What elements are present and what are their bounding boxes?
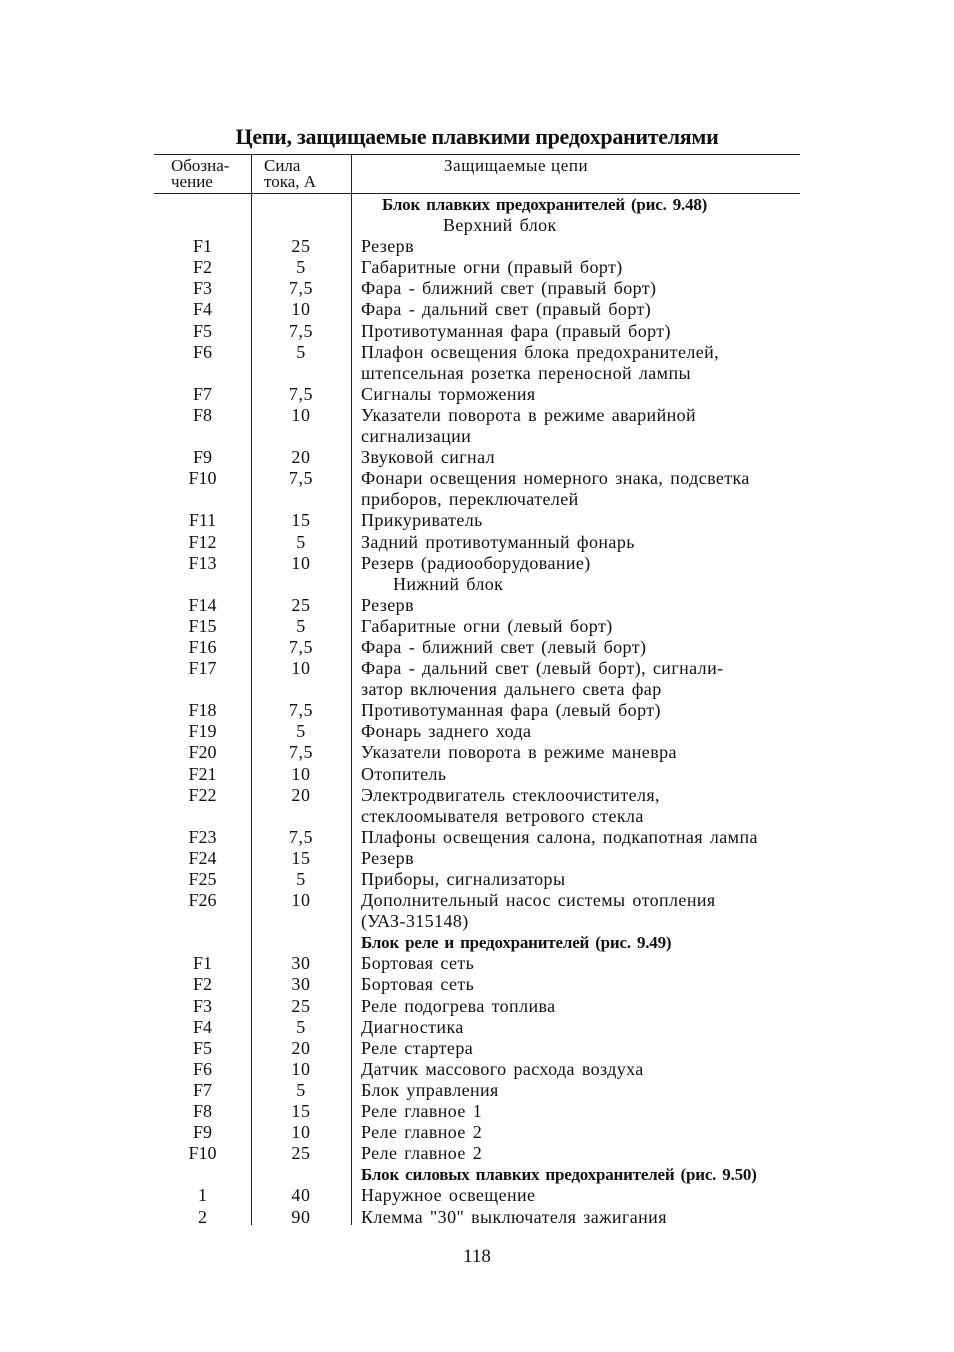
fuse-current: 15 bbox=[291, 847, 311, 868]
fuse-current: 90 bbox=[291, 1206, 311, 1227]
fuse-circuit: Противотуманная фара (левый борт) bbox=[361, 700, 661, 721]
fuse-id: F3 bbox=[192, 278, 212, 299]
fuse-id: 2 bbox=[198, 1206, 207, 1227]
fuse-circuit: Электродвигатель стеклоочистителя, bbox=[361, 784, 660, 805]
fuse-id: F25 bbox=[188, 869, 217, 889]
fuse-id: F12 bbox=[188, 531, 217, 552]
fuse-circuit: сигнализации bbox=[361, 426, 472, 447]
fuse-id: F13 bbox=[188, 552, 217, 573]
table-header bbox=[154, 155, 800, 194]
table-row bbox=[154, 321, 800, 342]
fuse-circuit: Фонарь заднего хода bbox=[361, 721, 532, 742]
table-row bbox=[154, 1080, 800, 1101]
fuse-current: 10 bbox=[291, 552, 311, 573]
header-current: Сила тока, А bbox=[264, 156, 317, 191]
fuse-id: F5 bbox=[192, 1037, 212, 1058]
fuse-current: 10 bbox=[291, 658, 311, 679]
fuse-circuit: Дополнительный насос системы отопления bbox=[361, 890, 716, 911]
fuse-id: F1 bbox=[192, 236, 212, 257]
fuse-circuit: Указатели поворота в режиме маневра bbox=[361, 742, 677, 763]
fuse-current: 20 bbox=[291, 447, 311, 468]
fuse-id: F4 bbox=[192, 299, 212, 320]
fuse-id: F5 bbox=[192, 320, 212, 341]
table-row bbox=[154, 827, 800, 848]
fuse-id: F15 bbox=[188, 615, 217, 636]
table-row bbox=[154, 299, 800, 320]
table-body bbox=[154, 194, 800, 1228]
header-circuits: Защищаемые цепи bbox=[444, 156, 589, 175]
table-row bbox=[154, 764, 800, 785]
fuse-circuit: Прикуриватель bbox=[361, 510, 483, 531]
fuse-current: 15 bbox=[291, 510, 311, 531]
table-row bbox=[154, 700, 800, 721]
fuse-current: 7,5 bbox=[288, 742, 314, 763]
table-row bbox=[154, 658, 800, 679]
table-row bbox=[154, 1207, 800, 1228]
fuse-current: 7,5 bbox=[288, 700, 314, 721]
table-row bbox=[154, 806, 800, 827]
fuse-current: 25 bbox=[291, 236, 311, 257]
table-row bbox=[154, 721, 800, 742]
table-row bbox=[154, 384, 800, 405]
fuse-circuit: Приборы, сигнализаторы bbox=[361, 869, 566, 889]
fuse-current: 10 bbox=[291, 1058, 311, 1079]
fuse-id: F6 bbox=[192, 1058, 212, 1079]
fuse-current: 7,5 bbox=[288, 278, 314, 299]
fuse-circuit: Отопитель bbox=[361, 763, 447, 784]
fuse-current: 10 bbox=[291, 763, 311, 784]
fuse-circuit: Плафон освещения блока предохранителей, bbox=[361, 341, 720, 362]
fuse-circuit: Реле главное 2 bbox=[361, 1143, 483, 1164]
fuse-id: F7 bbox=[192, 383, 212, 404]
table-row bbox=[154, 342, 800, 363]
table-row bbox=[154, 426, 800, 447]
table-row bbox=[154, 679, 800, 700]
fuse-current: 40 bbox=[291, 1185, 311, 1206]
fuse-id: F7 bbox=[192, 1079, 212, 1100]
table-row bbox=[154, 1017, 800, 1038]
fuse-current: 30 bbox=[291, 974, 311, 995]
fuse-circuit: Габаритные огни (левый борт) bbox=[361, 615, 613, 636]
fuse-current: 20 bbox=[291, 784, 311, 805]
fuse-current: 30 bbox=[291, 953, 311, 974]
fuse-circuit: (УАЗ-315148) bbox=[361, 911, 469, 932]
fuse-current: 7,5 bbox=[288, 383, 314, 404]
fuse-id: F2 bbox=[192, 257, 212, 278]
fuse-circuit: Диагностика bbox=[361, 1016, 464, 1037]
fuse-id: F1 bbox=[192, 953, 212, 974]
fuse-id: F19 bbox=[188, 721, 217, 742]
fuse-circuit: Габаритные огни (правый борт) bbox=[361, 257, 623, 278]
fuse-circuit: штепсельная розетка переносной лампы bbox=[361, 362, 692, 383]
fuse-circuit: Нижний блок bbox=[393, 573, 504, 594]
fuse-circuit: Противотуманная фара (правый борт) bbox=[361, 320, 671, 341]
fuse-current: 5 bbox=[296, 531, 306, 552]
fuse-circuit: Реле стартера bbox=[361, 1037, 474, 1058]
fuse-circuit: Блок силовых плавких предохранителей (рис. 9.50) bbox=[361, 1165, 757, 1185]
table-row bbox=[154, 236, 800, 257]
fuse-id: F26 bbox=[188, 890, 217, 911]
table-row bbox=[154, 278, 800, 299]
fuse-id: F2 bbox=[192, 974, 212, 995]
fuse-current: 5 bbox=[296, 1016, 306, 1037]
fuse-current: 5 bbox=[296, 869, 306, 889]
fuse-table bbox=[154, 154, 800, 1225]
table-row bbox=[154, 447, 800, 468]
table-row bbox=[154, 911, 800, 932]
fuse-id: F20 bbox=[188, 742, 217, 763]
fuse-current: 5 bbox=[296, 257, 306, 278]
fuse-circuit: приборов, переключателей bbox=[361, 489, 579, 510]
table-row bbox=[154, 616, 800, 637]
fuse-circuit: Блок реле и предохранителей (рис. 9.49) bbox=[361, 933, 672, 953]
fuse-circuit: Фара - ближний свет (правый борт) bbox=[361, 278, 657, 299]
fuse-current: 10 bbox=[291, 890, 311, 911]
fuse-circuit: Резерв bbox=[361, 594, 414, 615]
table-row bbox=[154, 1122, 800, 1143]
fuse-id: F10 bbox=[188, 468, 217, 489]
table-row bbox=[154, 1038, 800, 1059]
table-row bbox=[154, 1059, 800, 1080]
fuse-current: 5 bbox=[296, 721, 306, 742]
fuse-current: 10 bbox=[291, 299, 311, 320]
fuse-current: 7,5 bbox=[288, 826, 314, 847]
table-row bbox=[154, 1185, 800, 1206]
table-row bbox=[154, 468, 800, 489]
fuse-circuit: Резерв bbox=[361, 236, 414, 257]
fuse-circuit: Бортовая сеть bbox=[361, 953, 475, 974]
fuse-id: F17 bbox=[188, 658, 217, 679]
fuse-id: F8 bbox=[192, 1101, 212, 1122]
fuse-circuit: Фара - ближний свет (левый борт) bbox=[361, 636, 647, 657]
table-row bbox=[154, 489, 800, 510]
fuse-current: 7,5 bbox=[288, 468, 314, 489]
fuse-current: 5 bbox=[296, 341, 306, 362]
table-row bbox=[154, 553, 800, 574]
fuse-circuit: Фонари освещения номерного знака, подсветка bbox=[361, 468, 750, 489]
fuse-current: 25 bbox=[291, 995, 311, 1016]
fuse-circuit: Резерв bbox=[361, 847, 414, 868]
table-row bbox=[154, 363, 800, 384]
fuse-id: F14 bbox=[188, 594, 217, 615]
fuse-circuit: Клемма "30" выключателя зажигания bbox=[361, 1206, 667, 1227]
fuse-id: F22 bbox=[188, 784, 217, 805]
table-row bbox=[154, 510, 800, 531]
fuse-id: F24 bbox=[188, 847, 217, 868]
page-number: 118 bbox=[463, 1246, 491, 1267]
table-row bbox=[154, 869, 800, 890]
fuse-id: F11 bbox=[188, 510, 217, 531]
table-row bbox=[154, 595, 800, 616]
table-row bbox=[154, 890, 800, 911]
fuse-id: F18 bbox=[188, 700, 217, 721]
fuse-id: F8 bbox=[192, 404, 212, 425]
table-row bbox=[154, 953, 800, 974]
fuse-id: F16 bbox=[188, 636, 217, 657]
fuse-current: 5 bbox=[296, 1079, 306, 1100]
fuse-circuit: Верхний блок bbox=[443, 215, 557, 236]
fuse-current: 7,5 bbox=[288, 636, 314, 657]
table-row bbox=[154, 785, 800, 806]
table-row bbox=[154, 848, 800, 869]
table-row bbox=[154, 637, 800, 658]
table-row bbox=[154, 1101, 800, 1122]
fuse-circuit: Блок плавких предохранителей (рис. 9.48) bbox=[382, 195, 708, 214]
header-designation: Обозна- чение bbox=[171, 156, 230, 191]
fuse-id: F23 bbox=[188, 826, 217, 847]
table-row bbox=[154, 532, 800, 553]
fuse-circuit: Звуковой сигнал bbox=[361, 447, 496, 468]
fuse-circuit: Сигналы торможения bbox=[361, 383, 536, 404]
fuse-current: 25 bbox=[291, 594, 311, 615]
page-title: Цепи, защищаемые плавкими предохранителями bbox=[235, 124, 719, 149]
fuse-circuit: затор включения дальнего света фар bbox=[361, 679, 662, 700]
table-row bbox=[154, 996, 800, 1017]
table-row bbox=[154, 974, 800, 995]
fuse-id: F10 bbox=[188, 1143, 217, 1164]
fuse-circuit: Плафоны освещения салона, подкапотная лампа bbox=[361, 826, 758, 847]
fuse-id: F3 bbox=[192, 995, 212, 1016]
fuse-current: 10 bbox=[291, 1122, 311, 1143]
fuse-circuit: Наружное освещение bbox=[361, 1185, 536, 1206]
fuse-circuit: Указатели поворота в режиме аварийной bbox=[361, 404, 697, 425]
fuse-circuit: Задний противотуманный фонарь bbox=[361, 531, 635, 552]
fuse-id: 1 bbox=[198, 1185, 207, 1206]
fuse-current: 7,5 bbox=[288, 320, 314, 341]
table-row bbox=[154, 257, 800, 278]
fuse-circuit: Фара - дальний свет (левый борт), сигнали- bbox=[361, 658, 724, 679]
table-row bbox=[154, 194, 800, 215]
fuse-circuit: Реле подогрева топлива bbox=[361, 995, 556, 1016]
fuse-current: 15 bbox=[291, 1101, 311, 1122]
fuse-id: F6 bbox=[192, 341, 212, 362]
fuse-current: 10 bbox=[291, 404, 311, 425]
fuse-id: F9 bbox=[192, 447, 212, 468]
table-row bbox=[154, 742, 800, 763]
fuse-id: F9 bbox=[192, 1122, 212, 1143]
table-row bbox=[154, 574, 800, 595]
fuse-id: F21 bbox=[188, 763, 217, 784]
fuse-current: 20 bbox=[291, 1037, 311, 1058]
fuse-current: 5 bbox=[296, 615, 306, 636]
fuse-circuit: стеклоомывателя ветрового стекла bbox=[361, 805, 644, 826]
fuse-circuit: Бортовая сеть bbox=[361, 974, 475, 995]
fuse-id: F4 bbox=[192, 1016, 212, 1037]
fuse-circuit: Блок управления bbox=[361, 1079, 499, 1100]
table-row bbox=[154, 215, 800, 236]
fuse-current: 25 bbox=[291, 1143, 311, 1164]
fuse-circuit: Фара - дальний свет (правый борт) bbox=[361, 299, 652, 320]
table-row bbox=[154, 405, 800, 426]
table-row bbox=[154, 1143, 800, 1164]
fuse-circuit: Датчик массового расхода воздуха bbox=[361, 1058, 644, 1079]
fuse-circuit: Реле главное 2 bbox=[361, 1122, 483, 1143]
table-row bbox=[154, 932, 800, 953]
table-row bbox=[154, 1164, 800, 1185]
fuse-circuit: Резерв (радиооборудование) bbox=[361, 552, 591, 573]
fuse-circuit: Реле главное 1 bbox=[361, 1101, 483, 1122]
